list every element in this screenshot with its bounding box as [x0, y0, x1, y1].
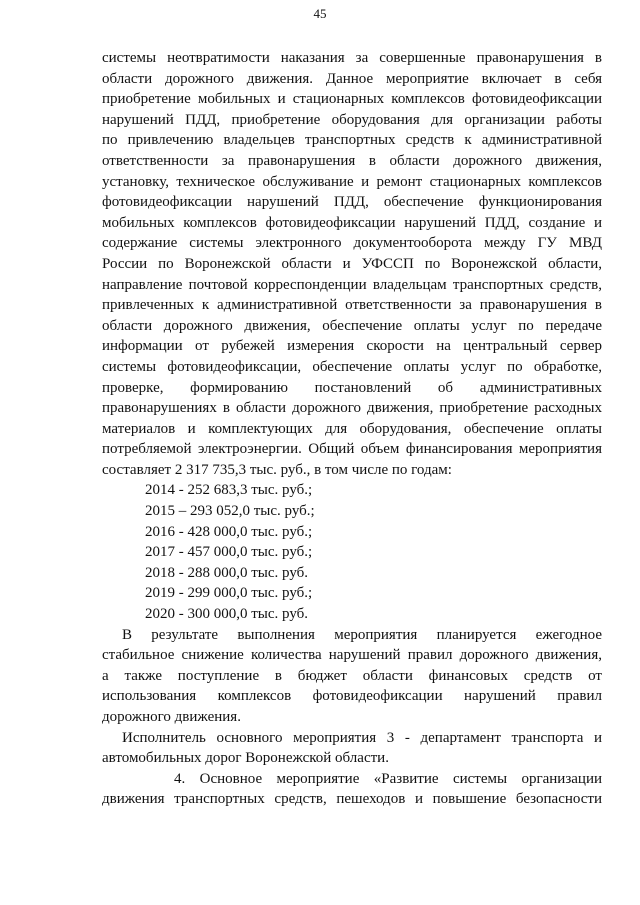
text-line: ответственности за правонарушения в области дорожного движения, — [102, 152, 602, 169]
text-line: а также поступление в бюджет области финансовых средств от — [102, 667, 602, 684]
text-line: области дорожного движения. Данное мероприятие включает в себя — [102, 70, 602, 87]
text-line: системы фотовидеофиксации, обеспечение оплаты услуг по обработке, — [102, 358, 602, 375]
text-line: фотовидеофиксации нарушений ПДД, обеспечение функционирования — [102, 194, 602, 211]
paragraph-1 — [102, 48, 602, 480]
text-line: установку, техническое обслуживание и ремонт стационарных комплексов — [102, 173, 602, 190]
text-line: 4. Основное мероприятие «Развитие системы организации — [174, 770, 602, 787]
text-line: потребляемой электроэнергии. Общий объем финансирования мероприятия — [102, 441, 602, 458]
text-line: по привлечению владельцев транспортных средств к административной — [102, 132, 602, 149]
text-line: информации от рубежей измерения скорости на центральный сервер — [102, 338, 602, 355]
text-line: содержание системы электронного документооборота между ГУ МВД — [102, 235, 602, 252]
text-line: приобретение мобильных и стационарных комплексов фотовидеофиксации — [102, 91, 602, 108]
text-line: составляет 2 317 735,3 тыс. руб., в том числе по годам: — [102, 461, 452, 478]
paragraph-3 — [102, 728, 602, 769]
text-line: нарушений ПДД, приобретение оборудования для организации работы — [102, 111, 602, 128]
funding-year-item: 2015 – 293 052,0 тыс. руб.; — [145, 503, 315, 520]
text-line: системы неотвратимости наказания за совершенные правонарушения в — [102, 50, 602, 66]
funding-year-item: 2019 - 299 000,0 тыс. руб.; — [145, 585, 313, 602]
text-line: автомобильных дорог Воронежской области. — [102, 750, 389, 767]
paragraph-4 — [102, 769, 602, 810]
text-line: Исполнитель основного мероприятия 3 - департамент транспорта и — [122, 729, 602, 746]
funding-year-item: 2017 - 457 000,0 тыс. руб.; — [145, 544, 313, 561]
page-number: 45 — [313, 6, 327, 21]
funding-year-item: 2020 - 300 000,0 тыс. руб. — [145, 606, 309, 623]
funding-year-item: 2016 - 428 000,0 тыс. руб.; — [145, 523, 313, 540]
text-line: правонарушениях в области дорожного движения, приобретение расходных — [102, 400, 602, 417]
document-body — [102, 48, 602, 810]
funding-by-year-list — [145, 480, 602, 624]
text-line: дорожного движения. — [102, 709, 241, 725]
text-line: области дорожного движения, обеспечение оплаты услуг по передаче — [102, 317, 602, 334]
text-line: движения транспортных средств, пешеходов и повышение безопасности — [102, 791, 602, 808]
text-line: В результате выполнения мероприятия планируется ежегодное — [122, 626, 602, 643]
text-line: использования комплексов фотовидеофиксации нарушений правил — [102, 688, 602, 705]
text-line: стабильное снижение количества нарушений правил дорожного движения, — [102, 647, 602, 664]
text-line: проверке, формированию постановлений об административных — [102, 379, 602, 396]
text-line: России по Воронежской области и УФССП по Воронежской области, — [102, 255, 602, 272]
text-line: мобильных комплексов фотовидеофиксации нарушений ПДД, создание и — [102, 214, 602, 231]
funding-year-item: 2018 - 288 000,0 тыс. руб. — [145, 564, 309, 581]
text-line: направление почтовой корреспонденции владельцам транспортных средств, — [102, 276, 602, 293]
paragraph-2 — [102, 625, 602, 728]
funding-year-item: 2014 - 252 683,3 тыс. руб.; — [145, 482, 313, 499]
text-line: материалов и комплектующих для оборудования, обеспечение оплаты — [102, 420, 602, 437]
text-line: привлеченных к административной ответственности за правонарушения в — [102, 297, 602, 314]
